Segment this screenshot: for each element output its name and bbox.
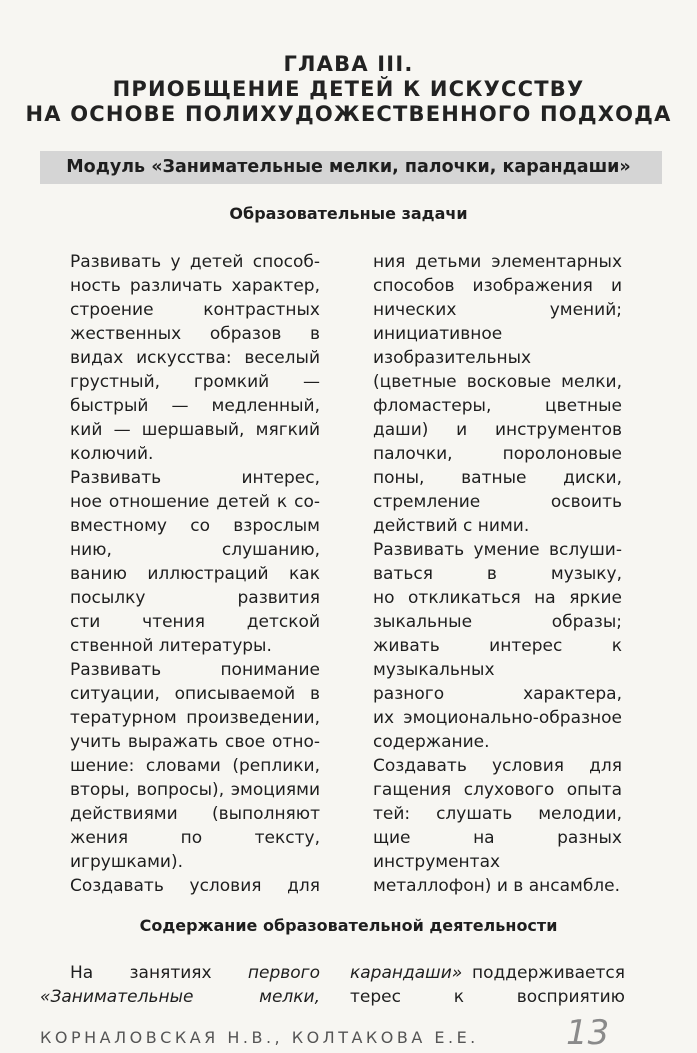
- line-text: Развивать понимание: [70, 660, 320, 680]
- text-line: [70, 706, 320, 730]
- line-text: даши) и инструментов: [373, 420, 622, 440]
- text-line: [70, 370, 320, 394]
- line-text: вместному со взрослым: [70, 516, 320, 536]
- content-paragraph-left: [40, 961, 320, 1009]
- text-line: [70, 250, 320, 274]
- text-line: [373, 370, 622, 394]
- line-text: Развивать умение вслуши-: [373, 540, 622, 560]
- text-line: [70, 490, 320, 514]
- text-line: [373, 514, 622, 538]
- line-text: металлофон) и в ансамбле.: [373, 876, 621, 896]
- line-text: видах искусства: веселый: [70, 348, 320, 368]
- text-line: [373, 850, 622, 874]
- line-text: тературном произведении,: [70, 708, 320, 728]
- line-text: сти чтения детской: [70, 612, 320, 632]
- page-number: 13: [566, 1013, 610, 1053]
- text-line: [373, 274, 622, 298]
- text-line: [373, 418, 622, 442]
- text-line: [70, 730, 320, 754]
- footer-authors: КОРНАЛОВСКАЯ Н.В., КОЛТАКОВА Е.Е.: [40, 1028, 479, 1047]
- line-text: Развивать у детей способ-: [70, 252, 320, 272]
- paragraph-line: [350, 961, 625, 985]
- text-line: [70, 658, 320, 682]
- line-text: нических умений;: [373, 300, 622, 320]
- plain-text: На занятиях: [70, 963, 248, 983]
- text-line: [70, 442, 320, 466]
- text-line: [70, 682, 320, 706]
- emphasis-text: «Занимательные мелки,: [40, 987, 320, 1007]
- line-text: действиями (выполняют: [70, 804, 320, 824]
- text-line: [70, 778, 320, 802]
- text-line: [373, 298, 622, 322]
- content-heading: Содержание образовательной деятельности: [139, 916, 558, 935]
- text-line: [70, 394, 320, 418]
- line-text: жественных образов в: [70, 324, 320, 344]
- line-text: их эмоционально-образное: [373, 708, 622, 728]
- text-line: [70, 538, 320, 562]
- line-text: жения по тексту,: [70, 828, 320, 848]
- line-text: стремление освоить: [373, 492, 622, 512]
- text-line: [373, 490, 622, 514]
- text-line: [70, 874, 320, 898]
- content-paragraph-right: [350, 961, 625, 1009]
- line-text: Создавать условия для: [373, 756, 622, 776]
- line-text: кий — шершавый, мягкий: [70, 420, 320, 440]
- text-line: [373, 706, 622, 730]
- chapter-title-line-1: ПРИОБЩЕНИЕ ДЕТЕЙ К ИСКУССТВУ: [112, 77, 585, 101]
- text-line: [373, 754, 622, 778]
- line-text: палочки, поролоновые: [373, 444, 622, 464]
- right-column: [373, 250, 622, 898]
- text-line: [373, 730, 622, 754]
- line-text: Создавать условия для: [70, 876, 320, 896]
- text-line: [70, 562, 320, 586]
- line-text: гащения слухового опыта: [373, 780, 622, 800]
- line-text: грустный, громкий —: [70, 372, 320, 392]
- text-line: [373, 802, 622, 826]
- text-line: [70, 802, 320, 826]
- line-text: шение: словами (реплики,: [70, 756, 320, 776]
- line-text: содержание.: [373, 732, 490, 752]
- line-text: посылку развития: [70, 588, 320, 608]
- text-line: [70, 274, 320, 298]
- line-text: ния детьми элементарных: [373, 252, 622, 272]
- line-text: живать интерес к: [373, 636, 622, 656]
- line-text: ное отношение детей к со-: [70, 492, 320, 512]
- plain-text: поддерживается: [471, 963, 625, 983]
- line-text: ственной литературы.: [70, 636, 272, 656]
- chapter-number: ГЛАВА III.: [283, 52, 414, 76]
- paragraph-line: [40, 985, 320, 1009]
- line-text: изобразительных: [373, 348, 532, 368]
- text-line: [373, 322, 622, 346]
- text-line: [70, 850, 320, 874]
- chapter-title-line-2: НА ОСНОВЕ ПОЛИХУДОЖЕСТВЕННОГО ПОДХОДА: [25, 102, 672, 126]
- text-line: [373, 562, 622, 586]
- line-text: но откликаться на яркие: [373, 588, 622, 608]
- line-text: ность различать характер,: [70, 276, 320, 296]
- tasks-heading: Образовательные задачи: [229, 204, 468, 223]
- text-line: [373, 778, 622, 802]
- text-line: [70, 322, 320, 346]
- text-line: [373, 394, 622, 418]
- text-line: [373, 442, 622, 466]
- line-text: инициативное: [373, 324, 503, 344]
- text-line: [373, 658, 622, 682]
- line-text: вторы, вопросы), эмоциями: [70, 780, 320, 800]
- text-line: [70, 418, 320, 442]
- text-line: [373, 874, 622, 898]
- text-line: [70, 586, 320, 610]
- text-line: [373, 346, 622, 370]
- line-text: зыкальные образы;: [373, 612, 622, 632]
- line-text: Развивать интерес,: [70, 468, 320, 488]
- plain-text: терес к восприятию: [350, 987, 625, 1007]
- text-line: [373, 586, 622, 610]
- line-text: способов изображения и: [373, 276, 622, 296]
- line-text: тей: слушать мелодии,: [373, 804, 622, 824]
- text-line: [373, 466, 622, 490]
- line-text: ваться в музыку,: [373, 564, 622, 584]
- text-line: [70, 634, 320, 658]
- line-text: колючий.: [70, 444, 154, 464]
- line-text: строение контрастных: [70, 300, 320, 320]
- text-line: [70, 298, 320, 322]
- chapter-heading: [0, 52, 697, 127]
- module-title: Модуль «Занимательные мелки, палочки, карандаши»: [66, 157, 631, 177]
- text-line: [70, 346, 320, 370]
- text-line: [70, 514, 320, 538]
- line-text: поны, ватные диски,: [373, 468, 622, 488]
- text-line: [373, 634, 622, 658]
- emphasis-text: первого: [247, 963, 320, 983]
- paragraph-line: [350, 985, 625, 1009]
- text-line: [373, 538, 622, 562]
- line-text: ситуации, описываемой в: [70, 684, 320, 704]
- line-text: музыкальных: [373, 660, 495, 680]
- text-line: [70, 826, 320, 850]
- line-text: учить выражать свое отно-: [70, 732, 320, 752]
- line-text: фломастеры, цветные: [373, 396, 622, 416]
- emphasis-text: карандаши»: [350, 963, 463, 983]
- line-text: быстрый — медленный,: [70, 396, 320, 416]
- line-text: ванию иллюстраций как: [70, 564, 320, 584]
- left-column: [70, 250, 320, 898]
- text-line: [70, 610, 320, 634]
- text-line: [70, 754, 320, 778]
- line-text: инструментах: [373, 852, 501, 872]
- text-line: [373, 826, 622, 850]
- line-text: нию, слушанию,: [70, 540, 320, 560]
- text-line: [373, 682, 622, 706]
- line-text: игрушками).: [70, 852, 183, 872]
- text-line: [373, 250, 622, 274]
- text-line: [373, 610, 622, 634]
- text-line: [70, 466, 320, 490]
- line-text: разного характера,: [373, 684, 622, 704]
- line-text: щие на разных: [373, 828, 622, 848]
- line-text: (цветные восковые мелки,: [373, 372, 622, 392]
- line-text: действий с ними.: [373, 516, 530, 536]
- paragraph-line: [40, 961, 320, 985]
